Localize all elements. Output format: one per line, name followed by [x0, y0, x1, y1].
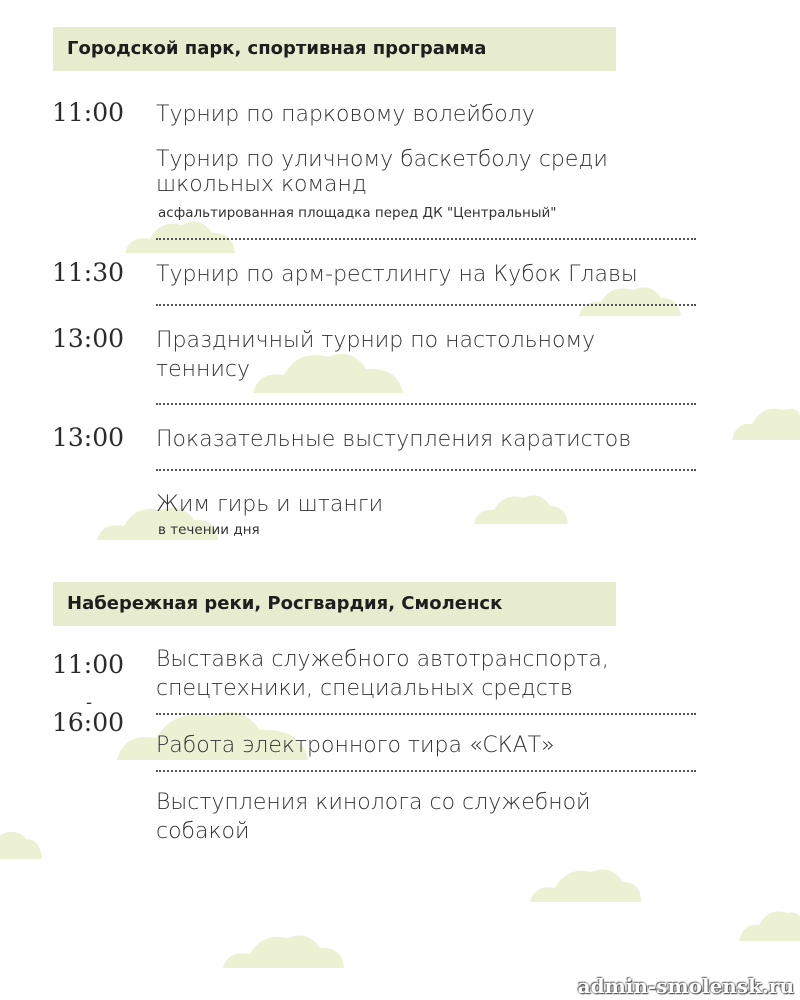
- dotted-separator: [156, 238, 696, 240]
- event-time: 13:00: [52, 423, 125, 452]
- event-line: Работа электронного тира «СКАТ»: [156, 733, 555, 758]
- dotted-separator: [156, 304, 696, 306]
- event-title: [156, 731, 555, 760]
- event-line: спецтехники, специальных средств: [156, 676, 573, 701]
- cloud-decoration: [470, 490, 570, 526]
- time-range-dash: -: [86, 692, 93, 713]
- cloud-decoration: [0, 825, 42, 861]
- event-line: школьных команд: [156, 172, 367, 197]
- event-title: [156, 100, 535, 129]
- event-line: Выступления кинолога со служебной: [156, 790, 591, 815]
- dotted-separator: [156, 469, 696, 471]
- cloud-decoration: [218, 930, 348, 970]
- event-title: [156, 260, 638, 289]
- event-line: собакой: [156, 819, 250, 844]
- cloud-decoration: [120, 215, 240, 255]
- event-line: Турнир по парковому волейболу: [156, 102, 535, 127]
- event-line: Показательные выступления каратистов: [156, 427, 632, 452]
- cloud-decoration: [735, 905, 800, 943]
- event-title: [156, 145, 608, 199]
- event-title: [156, 326, 595, 384]
- dotted-separator: [156, 770, 696, 772]
- section-header-embankment: Набережная реки, Росгвардия, Смоленск: [53, 582, 616, 626]
- event-title: [156, 788, 591, 846]
- event-note: асфальтированная площадка перед ДК "Центральный": [158, 205, 557, 221]
- event-title: [156, 425, 631, 454]
- event-time: 11:30: [52, 258, 125, 287]
- event-line: теннису: [156, 357, 250, 382]
- event-title: [156, 490, 383, 519]
- watermark-text: admin-smolensk.ru: [577, 974, 794, 998]
- time-range-end: 16:00: [52, 708, 125, 737]
- event-line: Выставка служебного автотранспорта,: [156, 647, 609, 672]
- dotted-separator: [156, 713, 696, 715]
- cloud-decoration: [525, 862, 645, 904]
- event-line: Турнир по уличному баскетболу среди: [156, 147, 608, 172]
- event-title: [156, 645, 609, 703]
- event-time: 11:00: [52, 98, 125, 127]
- cloud-decoration: [728, 402, 800, 442]
- event-line: Праздничный турнир по настольному: [156, 328, 596, 353]
- event-note: в течении дня: [158, 522, 260, 538]
- section-header-city-park: Городской парк, спортивная программа: [53, 27, 616, 71]
- dotted-separator: [156, 403, 696, 405]
- event-line: Турнир по арм-рестлингу на Кубок Главы: [156, 262, 638, 287]
- event-time: 13:00: [52, 324, 125, 353]
- time-range-start: 11:00: [52, 650, 125, 679]
- event-line: Жим гирь и штанги: [156, 492, 384, 517]
